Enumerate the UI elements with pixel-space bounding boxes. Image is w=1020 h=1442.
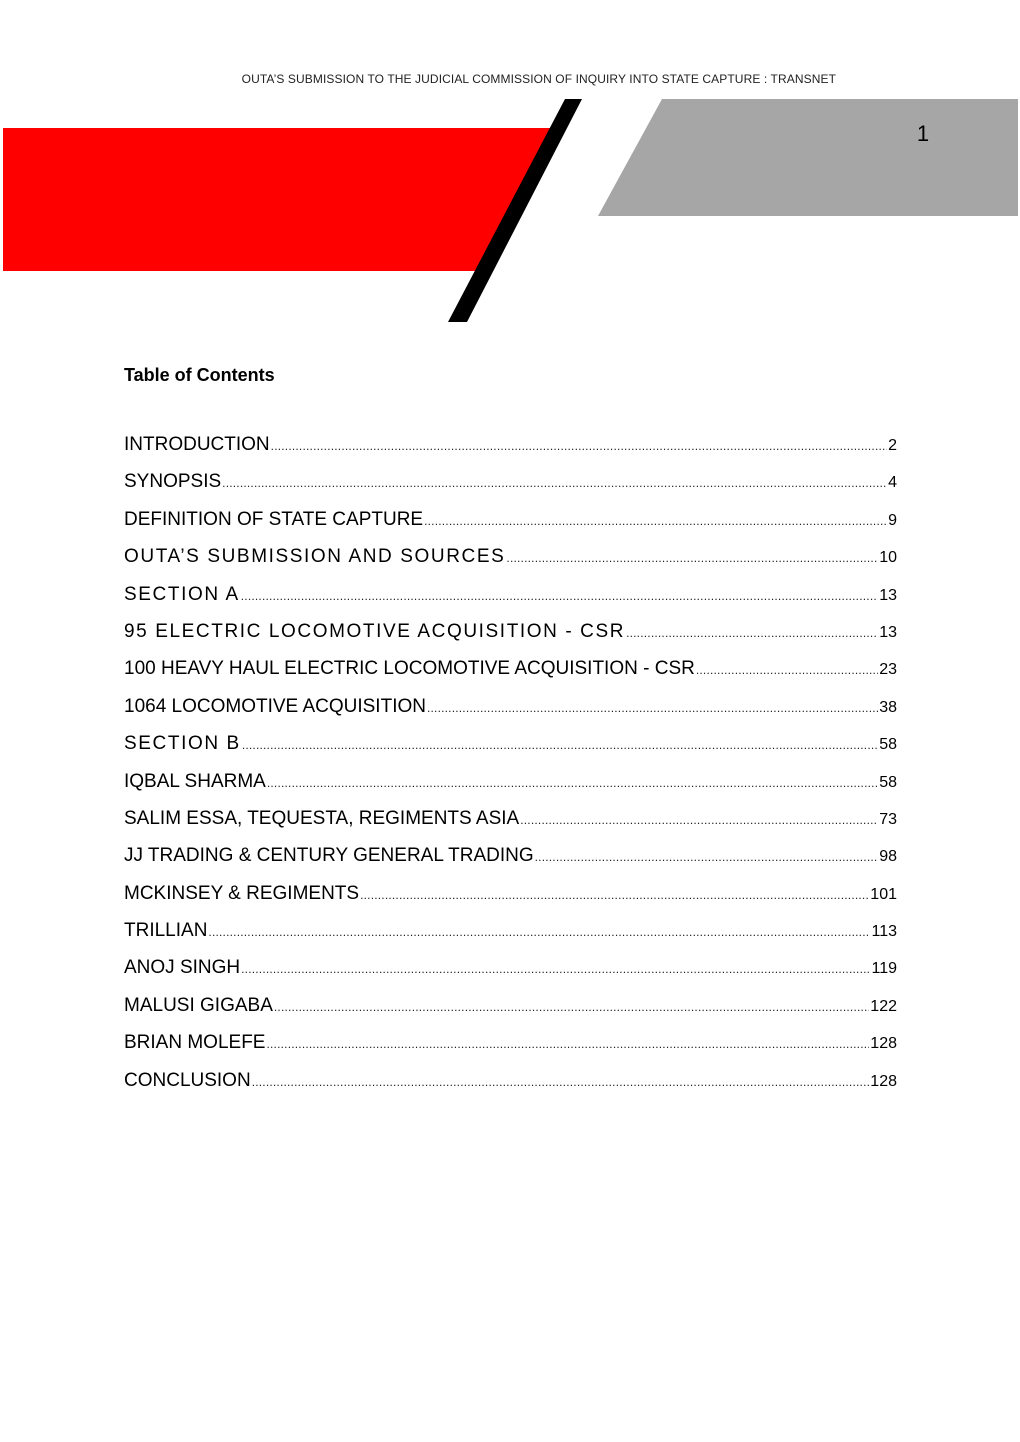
toc-entry-page: 98 [879, 848, 897, 866]
table-of-contents [124, 434, 897, 1107]
toc-entry-section-b[interactable] [124, 733, 897, 770]
toc-entry-page: 4 [888, 474, 897, 492]
toc-entry-label: MALUSI GIGABA [124, 994, 273, 1016]
toc-entry-95-electric-locomotive[interactable] [124, 621, 897, 658]
dot-leader [696, 663, 878, 677]
dot-leader [506, 551, 878, 565]
running-header: OUTA’S SUBMISSION TO THE JUDICIAL COMMISSION OF INQUIRY INTO STATE CAPTURE : TRANSNET [241, 72, 836, 86]
toc-entry-outa-submission-and-sources[interactable] [124, 546, 897, 583]
dot-leader [208, 925, 870, 939]
toc-entry-page: 113 [871, 923, 897, 941]
toc-entry-label: ANOJ SINGH [124, 957, 241, 979]
toc-entry-label: INTRODUCTION [124, 434, 270, 455]
dot-leader [267, 776, 878, 790]
dot-leader [424, 514, 887, 528]
toc-entry-label: CONCLUSION [124, 1069, 251, 1091]
dot-leader [274, 1000, 869, 1014]
dot-leader [222, 476, 887, 490]
toc-entry-introduction[interactable] [124, 434, 897, 471]
toc-entry-mckinsey-regiments[interactable] [124, 883, 897, 920]
toc-entry-label: DEFINITION OF STATE CAPTURE [124, 508, 424, 530]
red-band [3, 128, 556, 271]
toc-entry-page: 58 [879, 773, 897, 791]
dot-leader [241, 962, 870, 976]
toc-entry-page: 23 [879, 661, 897, 679]
toc-entry-page: 10 [879, 549, 897, 567]
toc-entry-section-a[interactable] [124, 584, 897, 621]
toc-entry-label: 95 ELECTRIC LOCOMOTIVE ACQUISITION - CSR [124, 620, 626, 642]
dot-leader [252, 1075, 870, 1089]
toc-entry-label: 100 HEAVY HAUL ELECTRIC LOCOMOTIVE ACQUISITION - CSR [124, 658, 695, 680]
grey-band [598, 99, 1018, 216]
toc-entry-label: SYNOPSIS [124, 471, 222, 493]
dot-leader [242, 738, 878, 752]
toc-entry-conclusion[interactable] [124, 1070, 897, 1107]
toc-entry-iqbal-sharma[interactable] [124, 771, 897, 808]
toc-entry-salim-essa[interactable] [124, 808, 897, 845]
dot-leader [626, 626, 878, 640]
toc-title: Table of Contents [124, 365, 275, 385]
toc-entry-page: 9 [888, 511, 897, 529]
toc-entry-page: 13 [879, 623, 897, 641]
toc-entry-page: 58 [879, 736, 897, 754]
toc-entry-page: 128 [870, 1072, 897, 1090]
toc-entry-page: 128 [870, 1035, 897, 1053]
dot-leader [271, 439, 887, 453]
dot-leader [241, 589, 878, 603]
toc-entry-synopsis[interactable] [124, 471, 897, 508]
header-banner [0, 96, 1020, 326]
toc-entry-1064-locomotive[interactable] [124, 696, 897, 733]
toc-entry-page: 13 [879, 586, 897, 604]
toc-entry-brian-molefe[interactable] [124, 1032, 897, 1069]
dot-leader [520, 813, 878, 827]
toc-entry-page: 119 [871, 960, 897, 978]
toc-entry-label: OUTA’S SUBMISSION AND SOURCES [124, 546, 506, 568]
toc-entry-page: 73 [879, 810, 897, 828]
toc-entry-100-heavy-haul-locomotive[interactable] [124, 658, 897, 695]
page-number: 1 [916, 121, 930, 146]
toc-entry-label: 1064 LOCOMOTIVE ACQUISITION [124, 695, 426, 717]
toc-entry-label: IQBAL SHARMA [124, 770, 266, 792]
dot-leader [266, 1037, 869, 1051]
toc-entry-page: 38 [879, 698, 897, 716]
toc-entry-label: SECTION A [124, 583, 240, 605]
toc-entry-label: JJ TRADING & CENTURY GENERAL TRADING [124, 845, 534, 867]
toc-entry-label: TRILLIAN [124, 920, 208, 942]
toc-entry-definition-of-state-capture[interactable] [124, 509, 897, 546]
toc-entry-page: 2 [888, 437, 897, 454]
toc-entry-anoj-singh[interactable] [124, 957, 897, 994]
toc-entry-label: MCKINSEY & REGIMENTS [124, 882, 360, 904]
toc-entry-malusi-gigaba[interactable] [124, 995, 897, 1032]
dot-leader [427, 701, 878, 715]
dot-leader [535, 850, 879, 864]
toc-entry-page: 101 [870, 885, 897, 903]
toc-entry-label: SALIM ESSA, TEQUESTA, REGIMENTS ASIA [124, 807, 520, 829]
toc-entry-label: SECTION B [124, 733, 241, 755]
dot-leader [360, 888, 869, 902]
toc-entry-jj-trading[interactable] [124, 845, 897, 882]
toc-entry-label: BRIAN MOLEFE [124, 1032, 266, 1054]
toc-entry-page: 122 [870, 997, 897, 1015]
toc-entry-trillian[interactable] [124, 920, 897, 957]
